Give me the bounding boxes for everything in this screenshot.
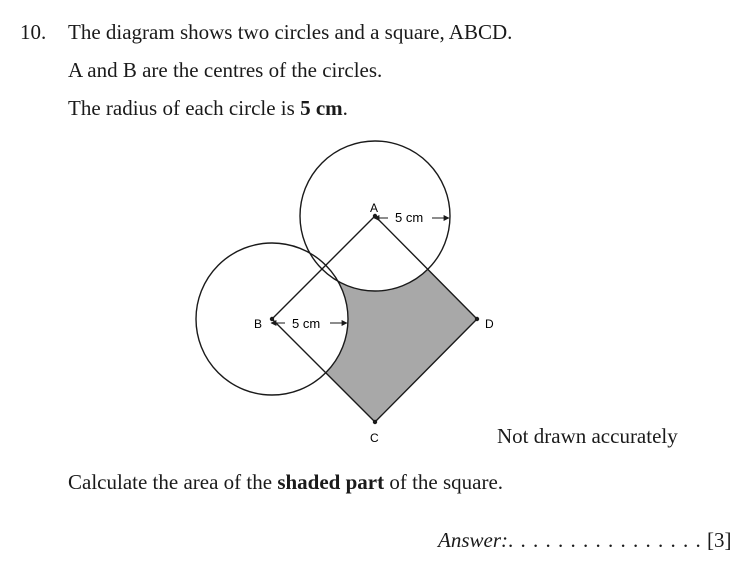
label-a: A [370,201,379,215]
question-centres-statement: A and B are the centres of the circles. [68,58,383,82]
radius-suffix: . [342,96,348,120]
calc-bold: shaded part [277,470,385,494]
radius-label-a: 5 cm [395,210,424,225]
answer-line[interactable] [438,528,732,553]
not-drawn-accurately-note: Not drawn accurately [497,424,678,448]
answer-label: Answer: [438,528,508,552]
radius-prefix: The radius of each circle is [68,96,301,120]
question-number: 10. [20,20,47,44]
radius-value: 5 cm [300,96,343,120]
label-b: B [254,317,263,331]
calc-prefix: Calculate the area of the [68,470,278,494]
question-intro: The diagram shows two circles and a square, ABCD. [68,20,513,44]
point-b [270,317,274,321]
answer-dots[interactable]: . . . . . . . . . . . . . . . . [508,528,702,552]
label-c: C [370,431,379,445]
label-d: D [485,317,494,331]
radius-label-b: 5 cm [292,316,321,331]
calculation-instruction [68,470,503,495]
marks-label: [3] [707,528,732,552]
calc-suffix: of the square. [384,470,504,494]
point-c [373,420,377,424]
point-d [475,317,479,321]
